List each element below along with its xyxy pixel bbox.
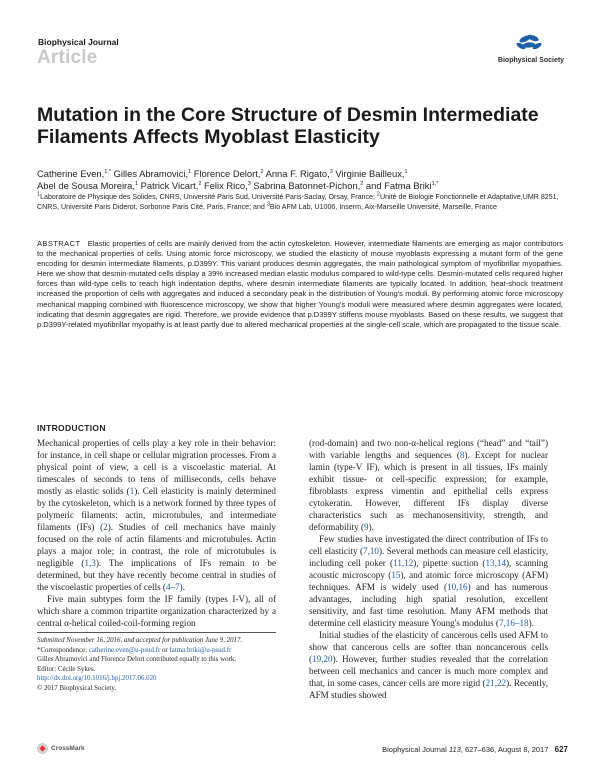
page-footer-citation: Biophysical Journal 113, 627–636, August 8, 2017 627 [382,745,568,754]
crossmark-icon [37,743,48,754]
citation-link[interactable]: 7,10 [363,546,379,556]
citation-link[interactable]: 1,3 [84,558,96,568]
editor: Editor: Cécile Sykes. [37,665,96,673]
doi-link[interactable]: http://dx.doi.org/10.1016/j.bpj.2017.06.020 [37,675,157,683]
article-title: Mutation in the Core Structure of Desmin Intermediate Filaments Affects Myoblast Elasticity [37,104,539,148]
citation-link[interactable]: 8 [459,450,465,460]
citation-link[interactable]: 2 [103,522,108,532]
society-name: Biophysical Society [497,57,565,64]
author-list: Catherine Even,$^{1,*}$ Gilles Abramovici,$^1$ Florence Delort,$^2$ Anna F. Rigato,$^3$ Virginie Bailleux,$^1$ Abel de Sousa Moreira,$^1$ Patrick Vicart,$^2$ Felix Rico,$^3$ Sabrina Batonnet-Pichon,$^2$ and Fatma Briki$^{1,*}$ [37,168,439,192]
page-number: 627 [554,745,568,754]
citation-link[interactable]: 15 [391,570,401,580]
citation-link[interactable]: 21,22 [485,678,507,688]
footnote-divider [37,632,276,633]
citation-link[interactable]: 13,14 [485,558,507,568]
body-column-right: (rod-domain) and two non-α-helical regions (“head” and “tail”) with variable lengths and sequences (8). Except for nuclear lamin (type-V IF), which is present in all tissues, IFs mainly exhibit tissue- or cell-specific expression; for example, fibroblasts express vimentin and epithelial cells express cytokeratin. However, different IFs display diverse characteristics such as mechanosensitivity, strength, and deformability (9). Few studies have investigated the direct contribution of IFs to cell elasticity (7,10). Several methods can measure cell elasticity, including cell poker (11,12), pipette suction (13,14), scanning acoustic microscopy (15), and atomic force microscopy (AFM) techniques. AFM is widely used (10,16) and has numerous advantages, including high spatial resolution, excellent sensitivity, and fast time resolution. Many AFM methods that determine cell elasticity measure Young's modulus (7,16–18). Initial studies of the elasticity of cancerous cells used AFM to show that cancerous cells are softer than noncancerous cells (19,20). However, further studies revealed that the correlation between cell mechanics and cancer is much more complex and that, in some cases, cancer cells are more rigid (21,22). Recently, AFM studies showed [309,438,549,700]
citation-link[interactable]: 9 [364,522,369,532]
biophysical-society-logo-icon [501,31,561,71]
email-link[interactable]: catherine.even@u-psud.fr [88,646,161,654]
equal-contribution: Gilles Abramovici and Florence Delort contributed equally to this work. [37,656,237,664]
journal-name: Biophysical Journal [38,37,119,47]
correspondence: *Correspondence: catherine.even@u-psud.fr or fatma.briki@u-psud.fr [37,646,232,654]
affiliations: $^1$Laboratoire de Physique des Solides, CNRS, Université Paris Sud, Université Paris-Saclay, Orsay, France; $^2$Unité de Biologie Fonctionnelle et Adaptative,UMR 8251, CNRS, Université Paris Diderot, Sorbonne Paris Cité, Paris, France; and $^3$Bio AFM Lab, U1006, Inserm, Aix-Marseille Université, Marseille, France [37,191,559,211]
section-heading: INTRODUCTION [37,423,106,433]
copyright: © 2017 Biophysical Society. [37,684,117,692]
abstract-label: ABSTRACT [37,239,81,248]
citation-link[interactable]: 7,16–18 [498,618,529,628]
footnotes [37,636,277,693]
article-type-label: Article [37,47,98,68]
crossmark-badge[interactable]: CrossMark [37,742,97,754]
body-column-left: Mechanical properties of cells play a key role in their behavior: for instance, in cell shape or cellular migration processes. From a physical point of view, a cell is a viscoelastic material. At timescales of seconds to tens of milliseconds, cells behave mostly as elastic solids (1). Cell elasticity is mainly determined by the cytoskeleton, which is a network formed by three types of polymeric filaments: actin, microtubules, and intermediate filaments (IFs) (2). Studies of cell mechanics have mainly focused on the role of actin filaments and microtubules. Actin plays a major role; in contrast, the role of microtubules is negligible (1,3). The implications of IFs remain to be determined, but they have recently become central in studies of the viscoelastic properties of cells (4–7). Five main subtypes form the IF family (types I-V), all of which share a common tripartite organization characterized by a central α-helical coiled-coil-forming region [37,438,277,628]
email-link[interactable]: fatma.briki@u-psud.fr [169,646,232,654]
submission-dates: Submitted November 16, 2016, and accepted for publication June 9, 2017. [37,637,243,644]
abstract [37,239,563,330]
citation-link[interactable]: 11,12 [393,558,414,568]
abstract-text: Elastic properties of cells are mainly derived from the actin cytoskeleton. However, intermediate filaments are emerging as major contributors to the mechanical properties of cells. Using atomic force microscopy, we studied the elasticity of mouse myoblasts expressing a mutant form of the gene encoding for desmin intermediate filaments, p.D399Y. This variant produces desmin aggregates, the main pathological symptom of myofibrillar myopathies. Here we show that desmin-mutated cells display a 39% increased median elastic modulus compared to wild-type cells. Desmin-mutated cells required higher forces than wild-type cells to reach high indentation depths, where desmin intermediate filaments are typically located. In addition, heat-shock treatment increased the proportion of cells with aggregates and induced a secondary peak in the distribution of Young's moduli. By performing atomic force microscopy mechanical mapping combined with fluorescence microscopy, we show that higher Young's moduli were measured where desmin aggregates were located, indicating that desmin aggregates are rigid. Therefore, we provide evidence that p.D399Y stiffens mouse myoblasts. Based on these results, we suggest that p.D399Y-related myofibrillar myopathy is at least partly due to altered mechanical properties at the single-cell scale, which are propagated to the tissue scale. [37,239,563,329]
citation-link[interactable]: 10,16 [447,582,468,592]
citation-link[interactable]: 19,20 [312,654,333,664]
citation-link[interactable]: 4–7 [165,582,180,592]
citation-link[interactable]: 1 [129,486,135,496]
